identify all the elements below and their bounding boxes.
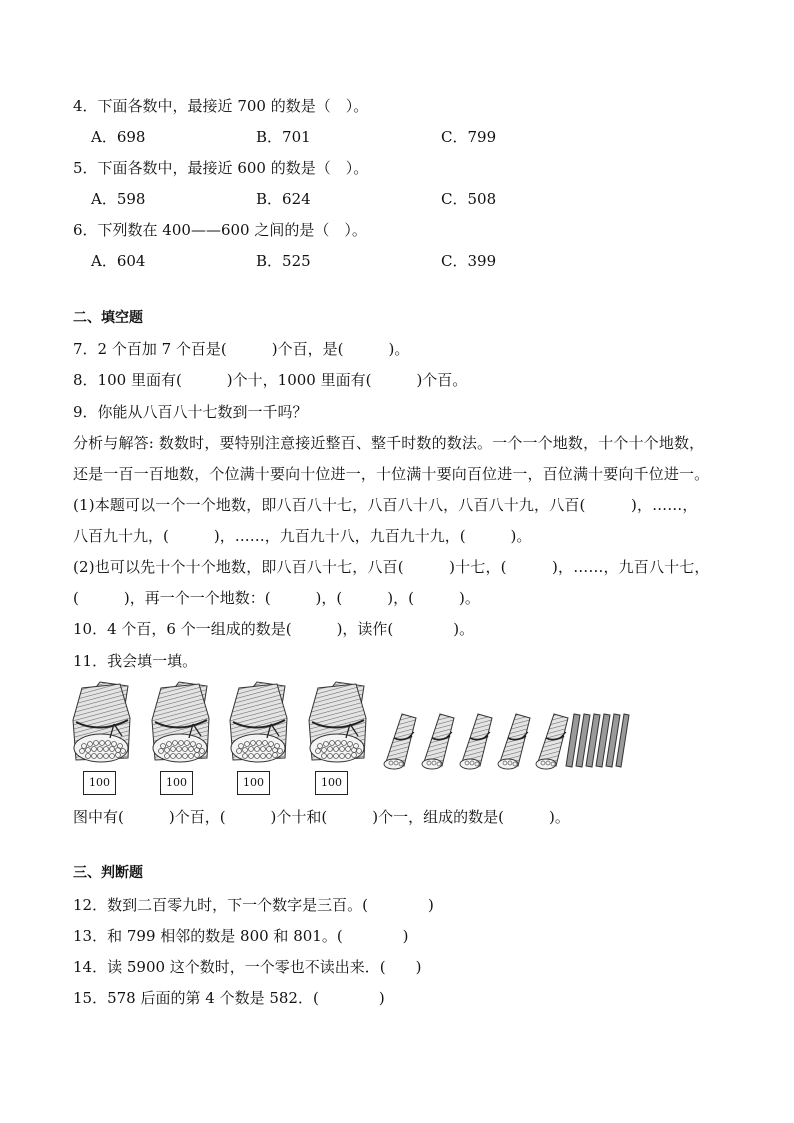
stick-bundles-figure <box>70 680 630 798</box>
q6-option-b: B．525 <box>256 252 311 270</box>
ten-bundle <box>422 714 454 769</box>
q15-text: 15．578 后面的第 4 个数是 582．( ) <box>73 989 385 1007</box>
q14-text: 14．读 5900 这个数时，一个零也不读出来．( ) <box>73 958 422 976</box>
q13-text: 13．和 799 相邻的数是 800 和 801。( ) <box>73 927 409 945</box>
q9-part2-line-1: (2)也可以先十个十个地数，即八百八十七，八百( )十七，( )，……，九百八十七， <box>73 558 710 576</box>
q5-option-c: C．508 <box>441 190 497 208</box>
q4-option-a: A．698 <box>91 128 146 146</box>
q7-text: 7．2 个百加 7 个百是( )个百，是( )。 <box>73 340 410 358</box>
q9-part2-line-2: ( )，再一个一个地数：( )，( )，( )。 <box>73 589 480 607</box>
ten-bundle <box>460 714 492 769</box>
q9-analysis-line-2: 还是一百一百地数，个位满十要向十位进一，十位满十要向百位进一，百位满十要向千位进一。 <box>73 465 710 483</box>
q6-stem: 6．下列数在 400——600 之间的是（ ）。 <box>73 221 367 239</box>
q6-option-a: A．604 <box>91 252 146 270</box>
q9-part1-line-1: (1)本题可以一个一个地数，即八百八十七，八百八十八，八百八十九，八百( )，……， <box>73 496 698 514</box>
ten-bundle <box>498 714 530 769</box>
bundle-label-box: 100 <box>83 771 116 795</box>
q5-stem: 5．下面各数中，最接近 600 的数是（ ）。 <box>73 159 369 177</box>
q8-text: 8．100 里面有( )个十，1000 里面有( )个百。 <box>73 371 468 389</box>
hundred-bundle <box>309 682 366 762</box>
q9-stem: 9．你能从八百八十七数到一千吗？ <box>73 403 308 421</box>
q5-option-a: A．598 <box>91 190 146 208</box>
single-sticks <box>566 714 629 767</box>
q4-option-b: B．701 <box>256 128 311 146</box>
ten-bundle <box>536 714 568 769</box>
q4-option-c: C．799 <box>441 128 497 146</box>
q9-part1-line-2: 八百九十九，( )，……，九百九十八，九百九十九，( )。 <box>73 527 532 545</box>
bundle-label-box: 100 <box>315 771 348 795</box>
q10-text: 10．4 个百，6 个一组成的数是( )，读作( )。 <box>73 620 475 638</box>
section-3-heading: 三、判断题 <box>73 865 143 881</box>
q6-option-c: C．399 <box>441 252 497 270</box>
bundle-label-box: 100 <box>237 771 270 795</box>
bundle-label-box: 100 <box>160 771 193 795</box>
ten-bundle <box>384 714 416 769</box>
hundred-bundle <box>73 682 130 762</box>
section-2-heading: 二、填空题 <box>73 310 143 326</box>
q11-answer-line: 图中有( )个百，( )个十和( )个一，组成的数是( )。 <box>73 808 570 826</box>
q9-analysis-line-1: 分析与解答: 数数时，要特别注意接近整百、整千时数的数法。一个一个地数，十个十个地数， <box>73 434 705 452</box>
q12-text: 12．数到二百零九时，下一个数字是三百。( ) <box>73 896 434 914</box>
hundred-bundle <box>152 682 209 762</box>
q5-option-b: B．624 <box>256 190 311 208</box>
hundred-bundle <box>230 682 287 762</box>
q11-stem: 11．我会填一填。 <box>73 652 198 670</box>
q4-stem: 4．下面各数中，最接近 700 的数是（ ）。 <box>73 97 369 115</box>
